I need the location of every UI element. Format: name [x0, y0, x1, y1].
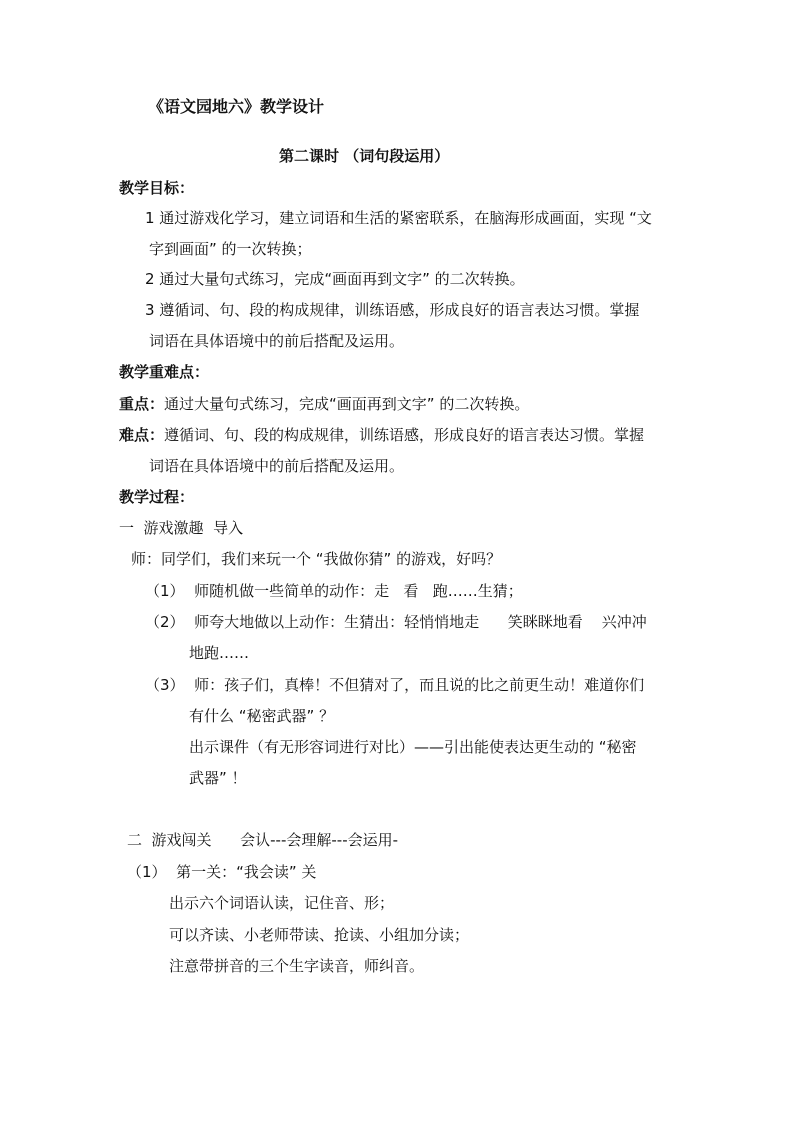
key-text: 通过大量句式练习，完成“画面再到文字” 的二次转换。: [164, 395, 530, 413]
keypoints-heading: 教学重难点：: [119, 363, 210, 381]
step-1: （1） 师随机做一些简单的动作：走 看 跑……生猜；: [145, 582, 523, 600]
level-1-item-1: 出示六个词语认读，记住音、形；: [169, 894, 395, 912]
step-3-line-3: 出示课件（有无形容词进行对比）——引出能使表达更生动的 “秘密: [189, 738, 637, 756]
process-heading: 教学过程：: [119, 488, 195, 506]
key-point: [119, 394, 529, 414]
step-2-line-2: 地跑……: [189, 644, 250, 662]
goal-2: 2 通过大量句式练习，完成“画面再到文字” 的二次转换。: [145, 270, 525, 288]
step-3-line-1: （3） 师：孩子们，真棒！不但猜对了，而且说的比之前更生动！难道你们: [145, 676, 645, 694]
doc-title: 《语文园地六》教学设计: [148, 97, 325, 116]
step-2-line-1: （2） 师夸大地做以上动作：生猜出：轻悄悄地走 笑眯眯地看 兴冲冲: [145, 613, 647, 631]
goal-3-line-1: 3 遵循词、句、段的构成规律，训练语感，形成良好的语言表达习惯。掌握: [145, 301, 640, 319]
difficult-point-line-2: 词语在具体语境中的前后搭配及运用。: [149, 457, 405, 475]
level-1-heading: （1） 第一关：“我会读” 关: [127, 863, 317, 881]
level-1-item-2: 可以齐读、小老师带读、抢读、小组加分读；: [169, 926, 470, 944]
goal-3-line-2: 词语在具体语境中的前后搭配及运用。: [149, 332, 405, 350]
part-2-heading: 二 游戏闯关 会认---会理解---会运用-: [127, 831, 399, 849]
key-label: 重点：: [119, 395, 165, 413]
step-3-line-4: 武器” ！: [189, 769, 247, 787]
doc-subtitle: 第二课时 （词句段运用）: [279, 147, 450, 165]
difficult-point: [119, 425, 644, 445]
goal-1-line-1: 1 通过游戏化学习，建立词语和生活的紧密联系，在脑海形成画面，实现 “文: [145, 209, 652, 227]
level-1-item-3: 注意带拼音的三个生字读音，师纠音。: [169, 957, 425, 975]
part-1-heading: 一 游戏激趣 导入: [119, 519, 244, 537]
teacher-intro: 师：同学们，我们来玩一个 “我做你猜” 的游戏，好吗？: [131, 550, 502, 568]
difficult-text: 遵循词、句、段的构成规律，训练语感，形成良好的语言表达习惯。掌握: [164, 426, 645, 444]
goal-1-line-2: 字到画面” 的一次转换；: [149, 240, 312, 258]
difficult-label: 难点：: [119, 426, 165, 444]
step-3-line-2: 有什么 “秘密武器” ？: [189, 707, 335, 725]
goals-heading: 教学目标：: [119, 179, 195, 197]
